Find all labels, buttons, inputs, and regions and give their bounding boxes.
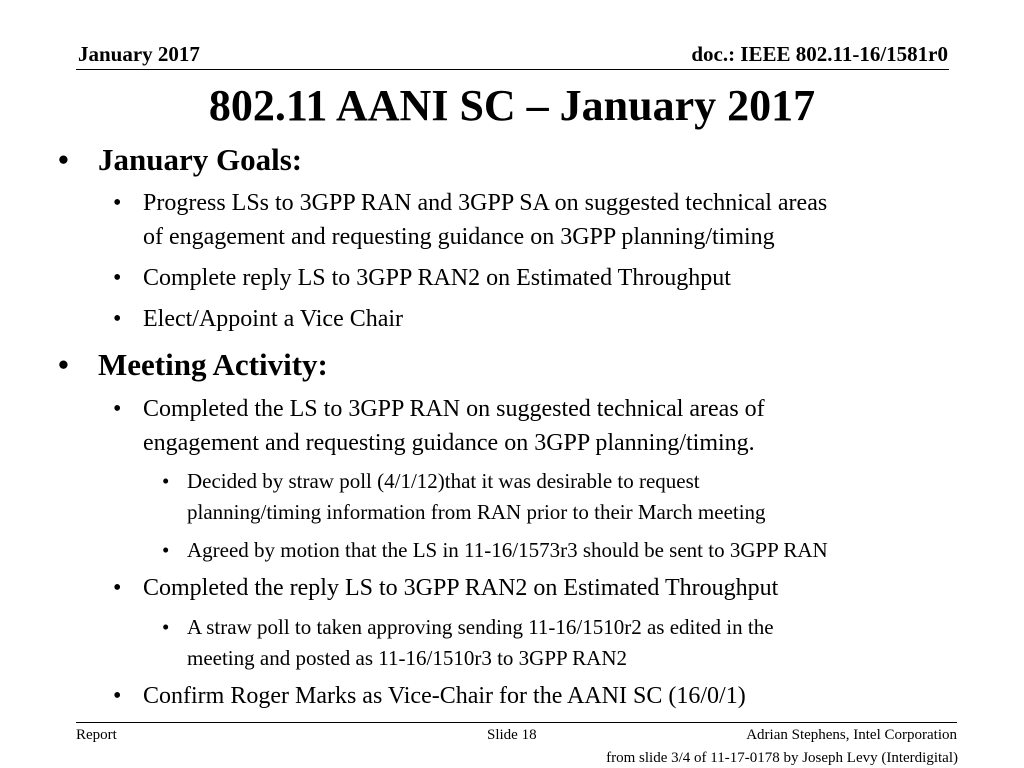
slide-title: 802.11 AANI SC – January 2017 bbox=[208, 81, 816, 130]
bullet-dot: • bbox=[162, 615, 170, 639]
activity-1-line-2: engagement and requesting guidance on 3GPP planning/timing. bbox=[143, 430, 755, 456]
activity-3: Confirm Roger Marks as Vice-Chair for the AANI SC (16/0/1) bbox=[143, 683, 746, 709]
footer-report: Report bbox=[76, 727, 117, 743]
goal-1-line-1: Progress LSs to 3GPP RAN and 3GPP SA on suggested technical areas bbox=[143, 190, 828, 216]
bullet-dot: • bbox=[113, 683, 122, 709]
goal-1-line-2: of engagement and requesting guidance on 3GPP planning/timing bbox=[143, 224, 775, 250]
footer-source-note: from slide 3/4 of 11-17-0178 by Joseph Levy (Interdigital) bbox=[606, 750, 958, 766]
activity-2-sub-1-line-1: A straw poll to taken approving sending 11-16/1510r2 as edited in the bbox=[187, 615, 774, 639]
activity-1-sub-2: Agreed by motion that the LS in 11-16/1573r3 should be sent to 3GPP RAN bbox=[187, 538, 828, 562]
header-rule bbox=[76, 69, 949, 70]
bullet-dot: • bbox=[58, 142, 69, 177]
goal-2: Complete reply LS to 3GPP RAN2 on Estimated Throughput bbox=[143, 265, 731, 291]
header-date: January 2017 bbox=[78, 42, 200, 66]
bullet-dot: • bbox=[113, 575, 122, 601]
footer-slide-number: Slide 18 bbox=[487, 727, 537, 743]
goal-3: Elect/Appoint a Vice Chair bbox=[143, 306, 404, 332]
section-heading-january-goals: January Goals: bbox=[98, 142, 303, 177]
bullet-dot: • bbox=[113, 396, 122, 422]
footer-rule bbox=[76, 722, 957, 723]
activity-1-line-1: Completed the LS to 3GPP RAN on suggested technical areas of bbox=[143, 396, 765, 422]
activity-1-sub-1-line-2: planning/timing information from RAN prior to their March meeting bbox=[187, 500, 766, 524]
activity-2: Completed the reply LS to 3GPP RAN2 on Estimated Throughput bbox=[143, 575, 779, 601]
bullet-dot: • bbox=[113, 265, 122, 291]
bullet-dot: • bbox=[162, 538, 170, 562]
bullet-dot: • bbox=[162, 469, 170, 493]
bullet-dot: • bbox=[113, 190, 122, 216]
footer-author: Adrian Stephens, Intel Corporation bbox=[746, 727, 957, 743]
bullet-dot: • bbox=[113, 306, 122, 332]
bullet-dot: • bbox=[58, 347, 69, 382]
header-doc-id: doc.: IEEE 802.11-16/1581r0 bbox=[691, 42, 948, 66]
activity-2-sub-1-line-2: meeting and posted as 11-16/1510r3 to 3GPP RAN2 bbox=[187, 646, 627, 670]
activity-1-sub-1-line-1: Decided by straw poll (4/1/12)that it was desirable to request bbox=[187, 469, 700, 493]
section-heading-meeting-activity: Meeting Activity: bbox=[98, 347, 328, 382]
